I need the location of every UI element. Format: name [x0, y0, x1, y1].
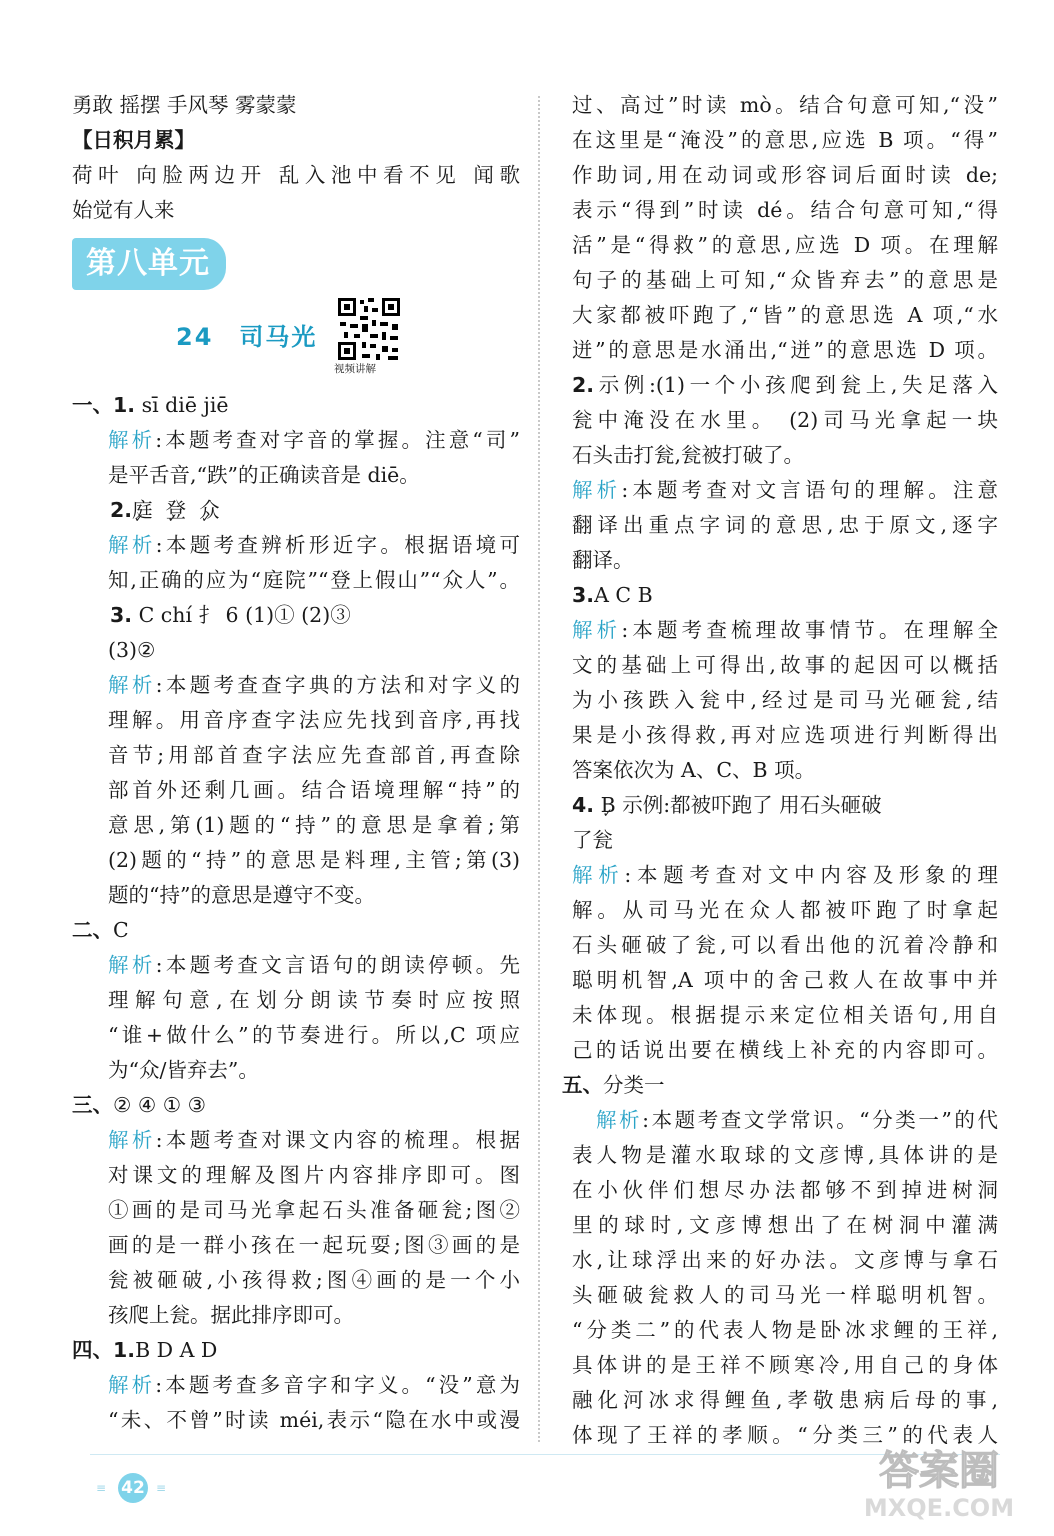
analysis-line: 活”是“得救”的意思,应选 D 项。在理解	[572, 233, 998, 257]
analysis-line: 体现了王祥的孝顺。“分类三”的代表人	[572, 1423, 998, 1447]
analysis-line: 对课文的理解及图片内容排序即可。图	[108, 1163, 520, 1187]
analysis-line: 解析:本题考查文言语句的朗读停顿。先	[108, 953, 520, 977]
analysis-line: 头砸破瓮救人的司马光一样聪明机智。	[572, 1283, 998, 1307]
analysis-line: 瓮被砸破,小孩得救;图④画的是一个小	[108, 1268, 520, 1292]
page-decoration-icon: ≡	[96, 1481, 107, 1495]
analysis-line: “未、不曾”时读 méi,表示“隐在水中或漫	[108, 1408, 520, 1432]
right-column	[562, 88, 998, 1453]
analysis-line: 石头砸破了瓮,可以看出他的沉着冷静和	[572, 933, 998, 957]
answer-line: 2.庭 ✓ 登 ✓ 众 ✓	[72, 493, 520, 528]
lesson-number: 24	[176, 323, 214, 351]
answer-line: 四、1.B D A D	[72, 1338, 218, 1362]
analysis-line: 表示“得到”时读 dé。结合句意可知,“得	[572, 198, 998, 222]
analysis-line: 迸”的意思是水涌出,“迸”的意思选 D 项。	[572, 338, 998, 362]
answer-line: 勇敢 摇摆 手风琴 雾蒙蒙	[72, 93, 297, 117]
analysis-line: 表人物是灌水取球的文彦博,具体讲的是	[572, 1143, 998, 1167]
qr-caption: 视频讲解	[334, 363, 376, 375]
analysis-line: 在这里是“淹没”的意思,应选 B 项。“得”	[572, 128, 998, 152]
analysis-line: 句子的基础上可知,“众皆弃去”的意思是	[572, 268, 998, 292]
section-heading: 【日积月累】	[72, 128, 195, 152]
answer-line: 始觉有人来	[72, 198, 175, 222]
analysis-line: 解析:本题考查文学常识。“分类一”的代	[596, 1108, 998, 1132]
lesson-header	[72, 296, 520, 388]
watermark-url: MXQE.COM	[863, 1494, 1015, 1522]
analysis-line: 聪明机智,A 项中的舍己救人在故事中并	[572, 968, 998, 992]
analysis-line: 解析:本题考查多音字和字义。“没”意为	[108, 1373, 520, 1397]
analysis-line: (2)题的“持”的意思是料理,主管;第(3)	[108, 848, 520, 872]
analysis-line: 解析:本题考查辨析形近字。根据语境可	[108, 533, 520, 557]
unit-banner: 第八单元	[72, 238, 226, 290]
analysis-line: 解析:本题考查梳理故事情节。在理解全	[572, 618, 998, 642]
analysis-line: 理解。用音序查字法应先找到音序,再找	[108, 708, 520, 732]
analysis-line: 题的“持”的意思是遵守不变。	[108, 883, 375, 907]
analysis-line: 翻译。	[572, 548, 634, 572]
analysis-line: 过、高过”时读 mò。结合句意可知,“没”	[572, 93, 998, 117]
analysis-line: 作助词,用在动词或形容词后面时读 de;	[572, 163, 998, 187]
answer-line: 4. B ✓ 示例:都被吓跑了 用石头砸破	[572, 788, 998, 823]
analysis-line: 理解句意,在划分朗读节奏时应按照	[108, 988, 520, 1012]
answer-line: 五、分类一	[562, 1073, 665, 1097]
analysis-line: 答案依次为 A、C、B 项。	[572, 758, 816, 782]
answer-line: 瓮中淹没在水里。 (2)司马光拿起一块	[572, 408, 998, 432]
answer-line: 三、② ④ ① ③	[72, 1093, 207, 1117]
answer-line: 石头击打瓮,瓮被打破了。	[572, 443, 805, 467]
answer-line: 3. C chí 扌 6 (1)① (2)③	[110, 603, 351, 627]
page-number: 42	[118, 1473, 148, 1503]
lesson-title	[176, 320, 317, 355]
analysis-line: 大家都被吓跑了,“皆”的意思选 A 项,“水	[572, 303, 998, 327]
analysis-line: 融化河冰求得鲤鱼,孝敬患病后母的事,	[572, 1388, 998, 1412]
page-decoration-icon: ≡	[156, 1481, 167, 1495]
column-divider	[538, 96, 540, 1442]
analysis-line: 知,正确的应为“庭院”“登上假山”“众人”。	[108, 568, 520, 592]
analysis-line: 解析:本题考查对字音的掌握。注意“司”	[108, 428, 520, 452]
answer-line: (3)②	[108, 638, 156, 662]
analysis-line: 里的球时,文彦博想出了在树洞中灌满	[572, 1213, 998, 1237]
analysis-line: 果是小孩得救,再对应选项进行判断得出	[572, 723, 998, 747]
analysis-line: 未体现。根据提示来定位相关语句,用自	[572, 1003, 998, 1027]
answer-line: 二、C	[72, 918, 129, 942]
analysis-line: 孩爬上瓮。据此排序即可。	[108, 1303, 354, 1327]
watermark-text: 答案圈	[879, 1448, 999, 1494]
analysis-line: 解析:本题考查对文中内容及形象的理	[572, 863, 998, 887]
analysis-line: 解析:本题考查查字典的方法和对字义的	[108, 673, 520, 697]
analysis-line: 音节;用部首查字法应先查部首,再查除	[108, 743, 520, 767]
analysis-line: “分类二”的代表人物是卧冰求鲤的王祥,	[572, 1318, 998, 1342]
analysis-line: 翻译出重点字词的意思,忠于原文,逐字	[572, 513, 998, 537]
analysis-line: 解析:本题考查对文言语句的理解。注意	[572, 478, 998, 502]
analysis-line: 为“众/皆弃去”。	[108, 1058, 259, 1082]
analysis-line: 己的话说出要在横线上补充的内容即可。	[572, 1038, 998, 1062]
qr-code-icon[interactable]	[336, 296, 402, 362]
left-column	[72, 88, 520, 1438]
watermark-logo	[844, 1440, 1034, 1522]
answer-line: 了瓮	[572, 828, 613, 852]
answer-line: 一、1. sī diē jiē	[72, 393, 229, 417]
analysis-line: 解。从司马光在众人都被吓跑了时拿起	[572, 898, 998, 922]
analysis-line: 是平舌音,“跌”的正确读音是 diē。	[108, 463, 420, 487]
answer-line: 3.A C B	[572, 583, 653, 607]
answer-line: 荷叶 向脸两边开 乱入池中看不见 闻歌	[72, 163, 520, 187]
analysis-line: 文的基础上可得出,故事的起因可以概括	[572, 653, 998, 677]
analysis-line: 具体讲的是王祥不顾寒冷,用自己的身体	[572, 1353, 998, 1377]
lesson-name: 司马光	[239, 323, 318, 351]
answer-line: 2.示例:(1)一个小孩爬到瓮上,失足落入	[572, 373, 998, 397]
analysis-line: 解析:本题考查对课文内容的梳理。根据	[108, 1128, 520, 1152]
analysis-line: 部首外还剩几画。结合语境理解“持”的	[108, 778, 520, 802]
analysis-line: ①画的是司马光拿起石头准备砸瓮;图②	[108, 1198, 520, 1222]
analysis-line: 为小孩跌入瓮中,经过是司马光砸瓮,结	[572, 688, 998, 712]
analysis-line: 在小伙伴们想尽办法都够不到掉进树洞	[572, 1178, 998, 1202]
analysis-line: 水,让球浮出来的好办法。文彦博与拿石	[572, 1248, 998, 1272]
analysis-line: 意思,第(1)题的“持”的意思是拿着;第	[108, 813, 520, 837]
analysis-line: “谁+做什么”的节奏进行。所以,C 项应	[108, 1023, 520, 1047]
analysis-line: 画的是一群小孩在一起玩耍;图③画的是	[108, 1233, 520, 1257]
